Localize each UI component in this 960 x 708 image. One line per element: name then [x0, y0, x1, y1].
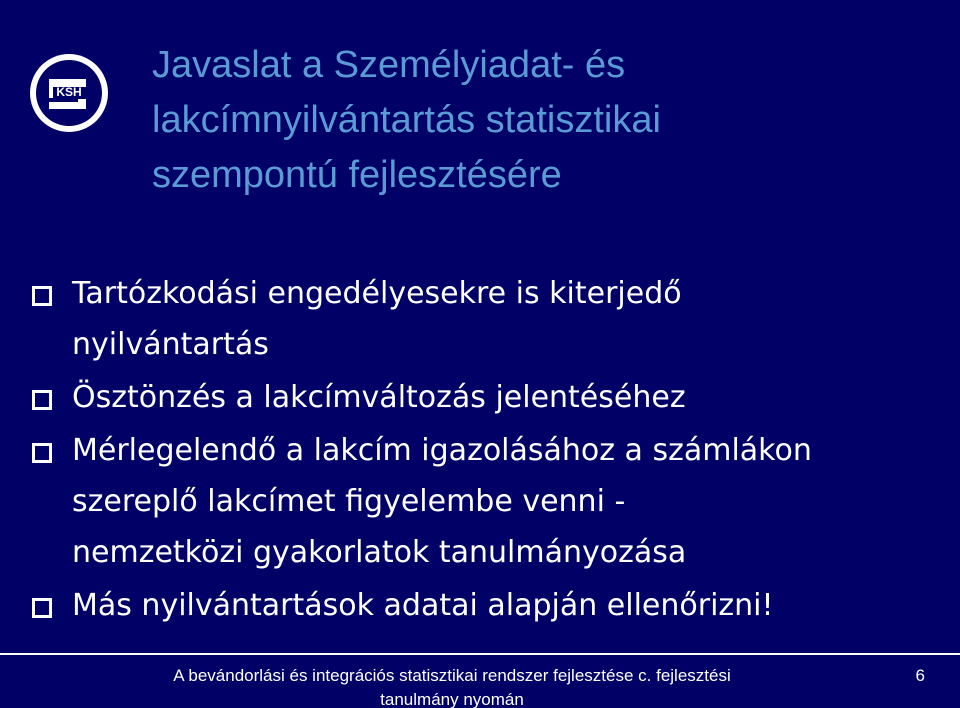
bullet-line: Mérlegelendő a lakcím igazolásához a számlákon	[72, 433, 812, 468]
bullet-line: Ösztönzés a lakcímváltozás jelentéséhez	[72, 380, 686, 415]
square-bullet-icon	[32, 286, 52, 306]
bullet-item	[32, 268, 947, 370]
bullet-line: Tartózkodási engedélyesekre is kiterjedő	[72, 276, 682, 311]
footer-line: tanulmány nyomán	[380, 690, 524, 708]
title-line: lakcímnyilvántartás statisztikai	[152, 99, 661, 141]
slide-title	[152, 38, 912, 203]
bullet-line: nemzetközi gyakorlatok tanulmányozása	[72, 535, 687, 570]
bullet-item	[32, 580, 947, 631]
bullet-item	[32, 425, 947, 578]
square-bullet-icon	[32, 598, 52, 618]
page-number: 6	[915, 666, 925, 685]
square-bullet-icon	[32, 390, 52, 410]
bullet-item	[32, 372, 947, 423]
footer-line: A bevándorlási és integrációs statisztikai rendszer fejlesztése c. fejlesztési	[173, 666, 731, 685]
footer-caption	[152, 664, 752, 708]
title-line: Javaslat a Személyiadat- és	[152, 44, 626, 86]
bullet-list	[32, 268, 947, 631]
title-line: szempontú fejlesztésére	[152, 154, 562, 196]
footer-divider	[0, 653, 960, 655]
ksh-logo-icon	[28, 52, 110, 134]
bullet-line: szereplő lakcímet figyelembe venni -	[72, 484, 626, 519]
bullet-line: nyilvántartás	[72, 327, 269, 362]
square-bullet-icon	[32, 443, 52, 463]
bullet-line: Más nyilvántartások adatai alapján ellenőrizni!	[72, 588, 774, 623]
svg-text:KSH: KSH	[56, 85, 82, 99]
